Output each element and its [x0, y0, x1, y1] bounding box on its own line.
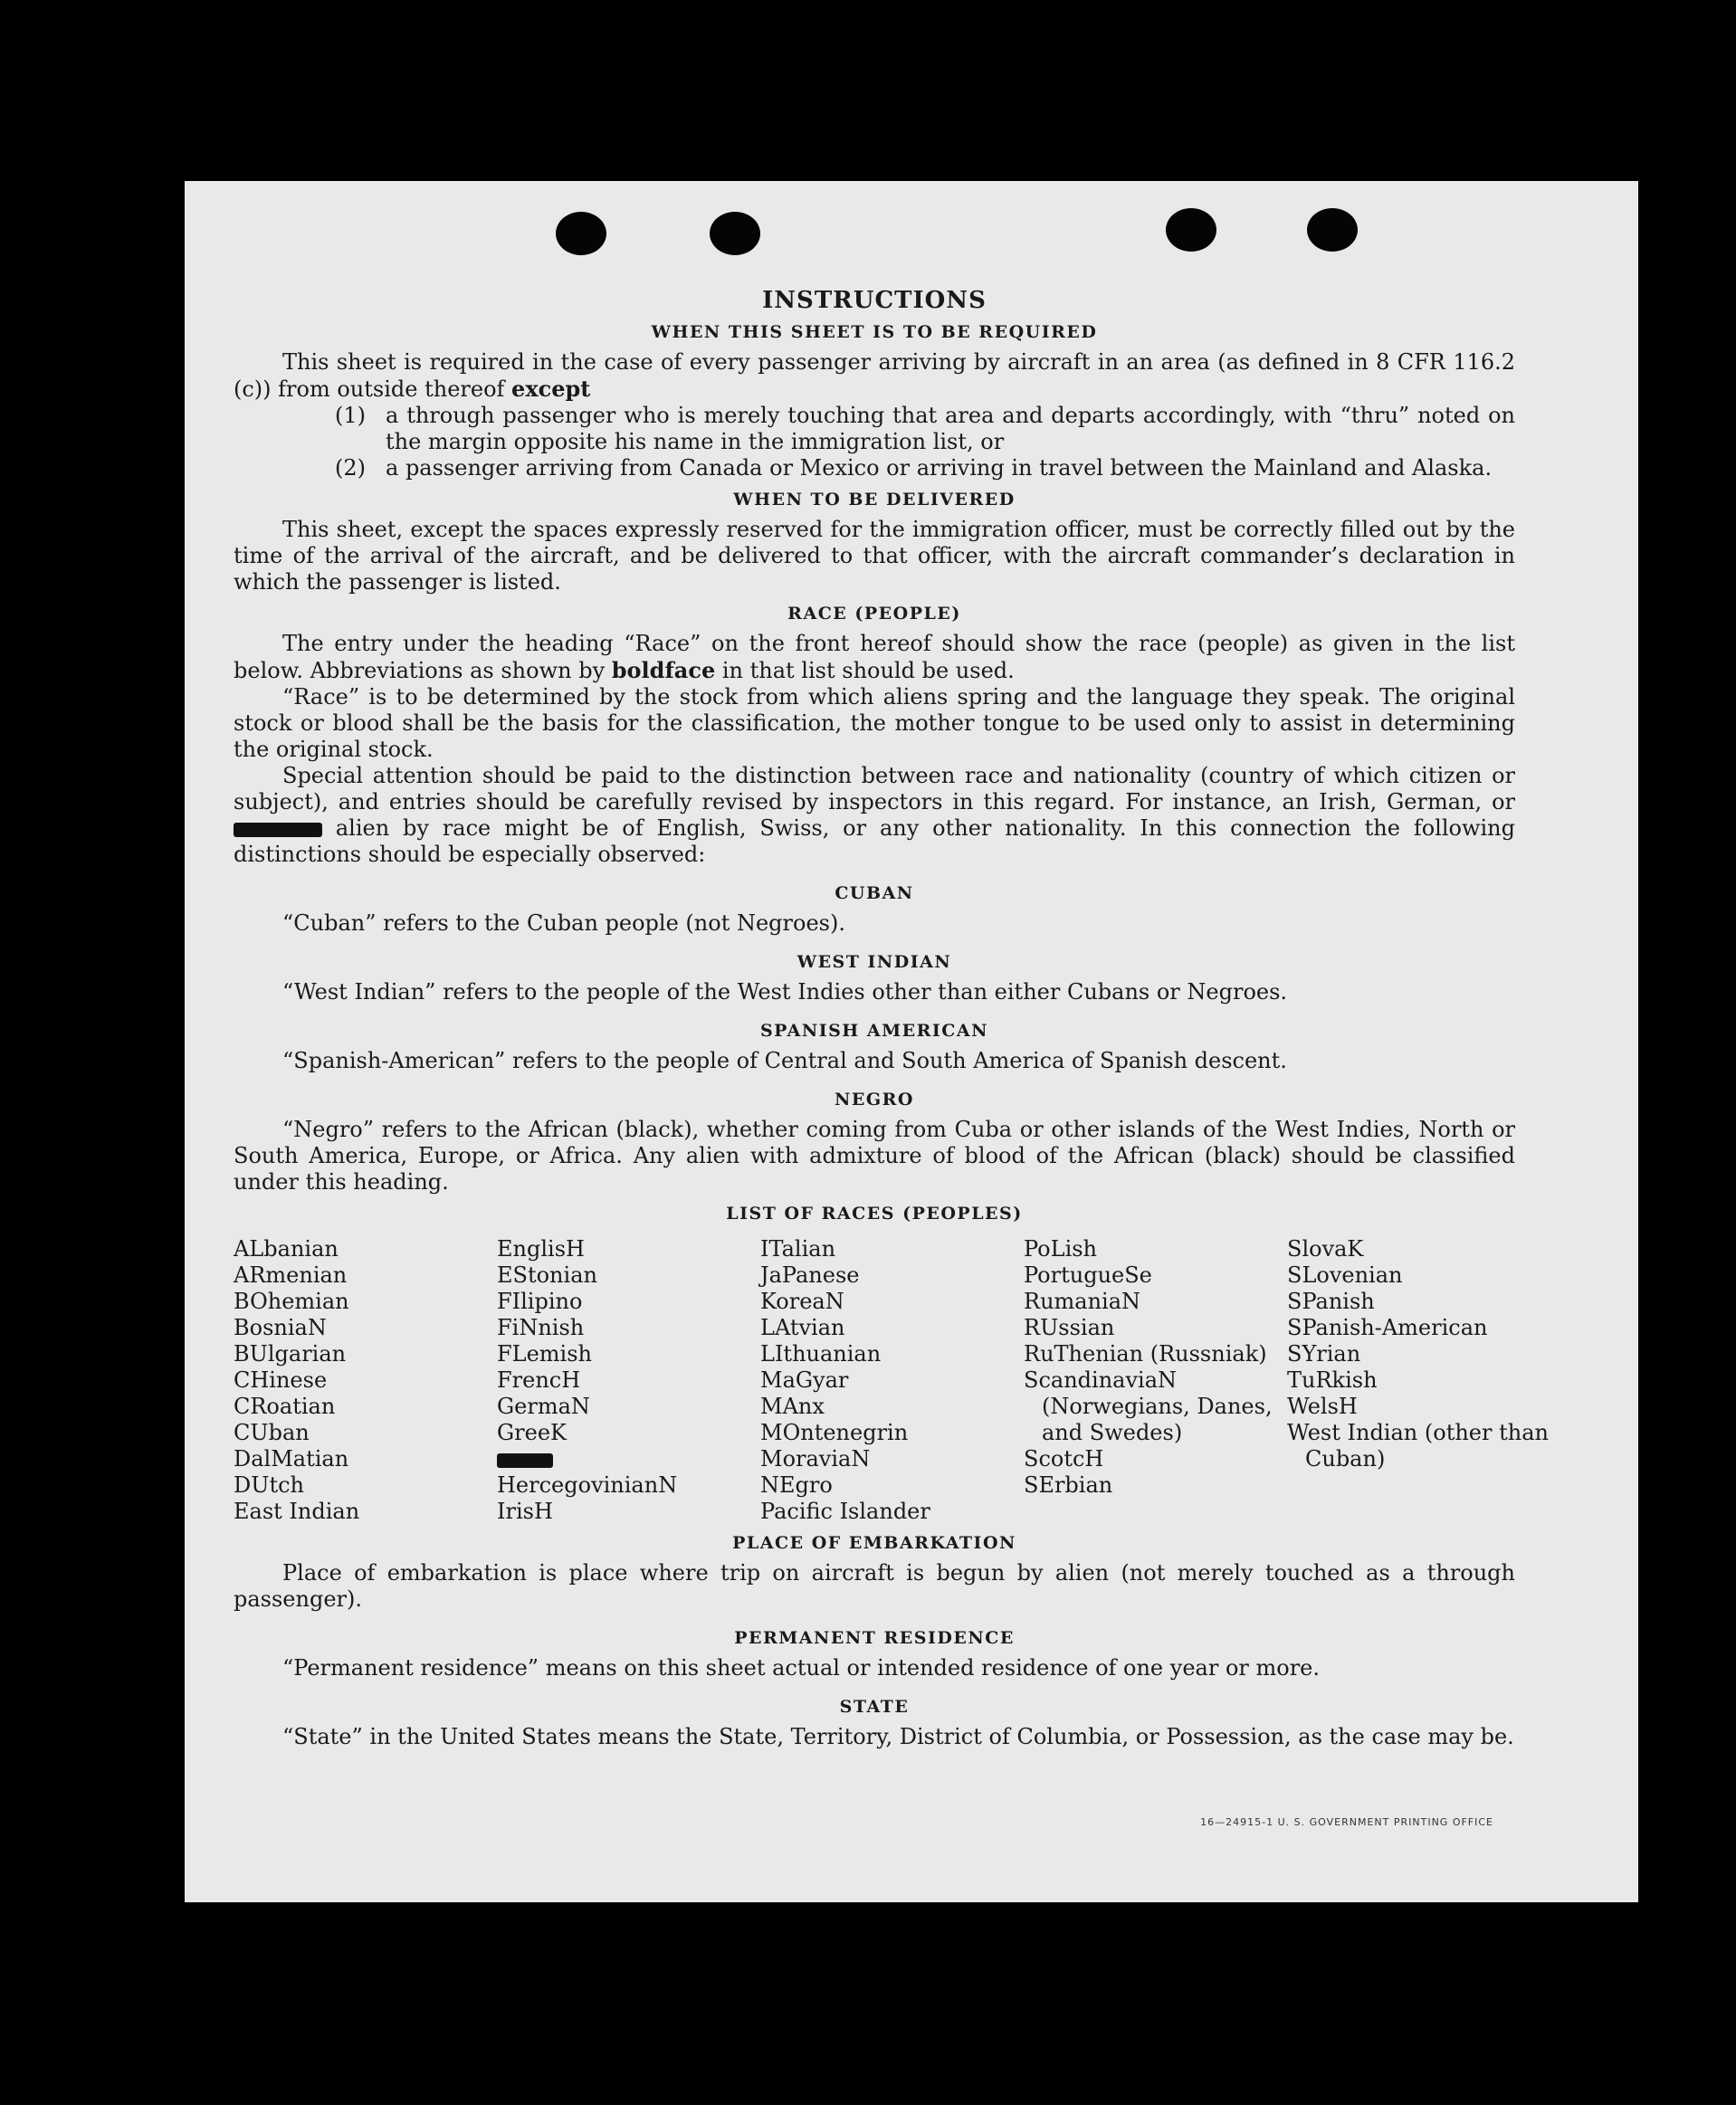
race-item: CUban — [234, 1420, 310, 1445]
redaction-mark — [497, 1453, 553, 1468]
redaction-mark — [234, 823, 322, 837]
race-item: RumaniaN — [1024, 1289, 1141, 1314]
race-item: BUlgarian — [234, 1341, 347, 1367]
spanish-american-text: “Spanish-American” refers to the people of Central and South America of Spanish descent. — [282, 1048, 1287, 1073]
race-item: GreeK — [497, 1420, 567, 1445]
heading-when-required: WHEN THIS SHEET IS TO BE REQUIRED — [651, 322, 1098, 342]
west-indian-text: “West Indian” refers to the people of the West Indies other than either Cubans or Negroes. — [282, 979, 1288, 1005]
race-item: RUssian — [1024, 1315, 1115, 1340]
heading-embarkation: PLACE OF EMBARKATION — [732, 1533, 1016, 1553]
heading-race: RACE (PEOPLE) — [787, 604, 961, 624]
races-column-4 — [1024, 1236, 1287, 1525]
race-item: CHinese — [234, 1367, 328, 1393]
race-item: FLemish — [497, 1341, 592, 1367]
races-column-1 — [234, 1236, 497, 1525]
races-list — [234, 1236, 1549, 1525]
race-item: FiNnish — [497, 1315, 585, 1340]
punch-hole — [1307, 208, 1358, 252]
race-item: DUtch — [234, 1472, 305, 1498]
heading-spanish-american: SPANISH AMERICAN — [759, 1021, 989, 1041]
race-item: BosniaN — [234, 1315, 327, 1340]
cuban-text: “Cuban” refers to the Cuban people (not Negroes). — [282, 910, 845, 936]
race-item: IrisH — [497, 1499, 553, 1524]
race-item: West Indian (other than Cuban) — [1287, 1420, 1549, 1472]
heading-state: STATE — [839, 1697, 910, 1717]
heading-negro: NEGRO — [835, 1090, 914, 1110]
race-item: ITalian — [760, 1236, 836, 1262]
heading-cuban: CUBAN — [835, 883, 914, 903]
race-item: MaGyar — [760, 1367, 849, 1393]
punch-hole — [1166, 208, 1216, 252]
races-column-3 — [760, 1236, 1024, 1525]
heading-west-indian: WEST INDIAN — [796, 952, 952, 972]
race-item: JaPanese — [760, 1262, 860, 1288]
race-item: DalMatian — [234, 1446, 349, 1472]
race-paragraph-2: “Race” is to be determined by the stock from which aliens spring and the language they speak. The original stock or blood shall be the basis for the classification, the mother tongue to be used only to assist in determining the original stock. — [234, 684, 1515, 762]
race-item: BOhemian — [234, 1289, 349, 1314]
race-item: TuRkish — [1287, 1367, 1378, 1393]
race-item: EnglisH — [497, 1236, 585, 1262]
race-item: FrencH — [497, 1367, 581, 1393]
state-text: “State” in the United States means the State, Territory, District of Columbia, or Possession, as the case may be. — [282, 1724, 1514, 1749]
race-item: MoraviaN — [760, 1446, 871, 1472]
when-delivered-text: This sheet, except the spaces expressly reserved for the immigration officer, must be correctly filled out by the time of the arrival of the aircraft, and be delivered to that officer, with the aircraft commander’s declaration in which the passenger is listed. — [234, 517, 1515, 595]
heading-list-of-races: LIST OF RACES (PEOPLES) — [726, 1204, 1023, 1224]
race-item: SlovaK — [1287, 1236, 1364, 1262]
race-item: HercegovinianN — [497, 1472, 678, 1498]
race-item: PortugueSe — [1024, 1262, 1152, 1288]
heading-when-delivered: WHEN TO BE DELIVERED — [733, 490, 1016, 510]
race-item: Pacific Islander — [760, 1499, 930, 1524]
race-item: MOntenegrin — [760, 1420, 909, 1445]
exception-item-2: (2) a passenger arriving from Canada or Mexico or arriving in travel between the Mainland and Alaska. — [335, 455, 1493, 481]
embarkation-text: Place of embarkation is place where trip on aircraft is begun by alien (not merely touched as a through passenger). — [234, 1560, 1515, 1612]
instructions-body — [234, 287, 1549, 1750]
race-item: CRoatian — [234, 1394, 336, 1419]
race-item: ARmenian — [234, 1262, 348, 1288]
race-item: LIthuanian — [760, 1341, 882, 1367]
race-item: EStonian — [497, 1262, 597, 1288]
race-item: ScotcH — [1024, 1446, 1104, 1472]
document-sheet — [185, 181, 1638, 1902]
race-item: GermaN — [497, 1394, 590, 1419]
race-item: PoLish — [1024, 1236, 1098, 1262]
heading-residence: PERMANENT RESIDENCE — [734, 1628, 1015, 1648]
race-item: WelsH — [1287, 1394, 1358, 1419]
punch-hole — [556, 212, 606, 255]
race-item: SLovenian — [1287, 1262, 1403, 1288]
race-item: MAnx — [760, 1394, 825, 1419]
race-item: SPanish — [1287, 1289, 1375, 1314]
race-item: SYrian — [1287, 1341, 1361, 1367]
race-item: SErbian — [1024, 1472, 1113, 1498]
printing-office-code: 16—24915-1 U. S. GOVERNMENT PRINTING OFFICE — [1200, 1816, 1493, 1828]
punch-hole — [710, 212, 760, 255]
page-title: INSTRUCTIONS — [762, 287, 987, 314]
race-paragraph-1: The entry under the heading “Race” on the front hereof should show the race (people) as given in the list below. Abbreviations as shown by boldface in that list should be used. — [234, 631, 1515, 683]
race-item: ScandinaviaN (Norwegians, Danes, and Swedes) — [1024, 1367, 1273, 1445]
race-item-redacted — [497, 1446, 760, 1472]
exception-item-1: (1) a through passenger who is merely touching that area and departs accordingly, with “thru” noted on the margin opposite his name in the immigration list, or — [335, 403, 1515, 454]
race-item: ALbanian — [234, 1236, 339, 1262]
negro-text: “Negro” refers to the African (black), whether coming from Cuba or other islands of the West Indies, North or South America, Europe, or Africa. Any alien with admixture of blood of the African (black) should be classified under this heading. — [234, 1117, 1515, 1195]
races-column-2 — [497, 1236, 760, 1525]
race-item: FIlipino — [497, 1289, 583, 1314]
race-item: East Indian — [234, 1499, 360, 1524]
race-item: KoreaN — [760, 1289, 844, 1314]
race-paragraph-3: Special attention should be paid to the distinction between race and nationality (country of which citizen or subject), and entries should be carefully revised by inspectors in this regard. For instance, an Irish, German, or alien by race might be of English, Swiss, or any other nationality. In this connection the following distinctions should be especially observed: — [234, 763, 1515, 867]
residence-text: “Permanent residence” means on this sheet actual or intended residence of one year or more. — [282, 1655, 1320, 1681]
when-required-intro: This sheet is required in the case of every passenger arriving by aircraft in an area (as defined in 8 CFR 116.2 (c)) from outside thereof except — [234, 349, 1515, 402]
races-column-5 — [1287, 1236, 1550, 1525]
race-item: SPanish-American — [1287, 1315, 1488, 1340]
race-item: LAtvian — [760, 1315, 845, 1340]
race-item: NEgro — [760, 1472, 833, 1498]
race-item: RuThenian (Russniak) — [1024, 1341, 1267, 1367]
